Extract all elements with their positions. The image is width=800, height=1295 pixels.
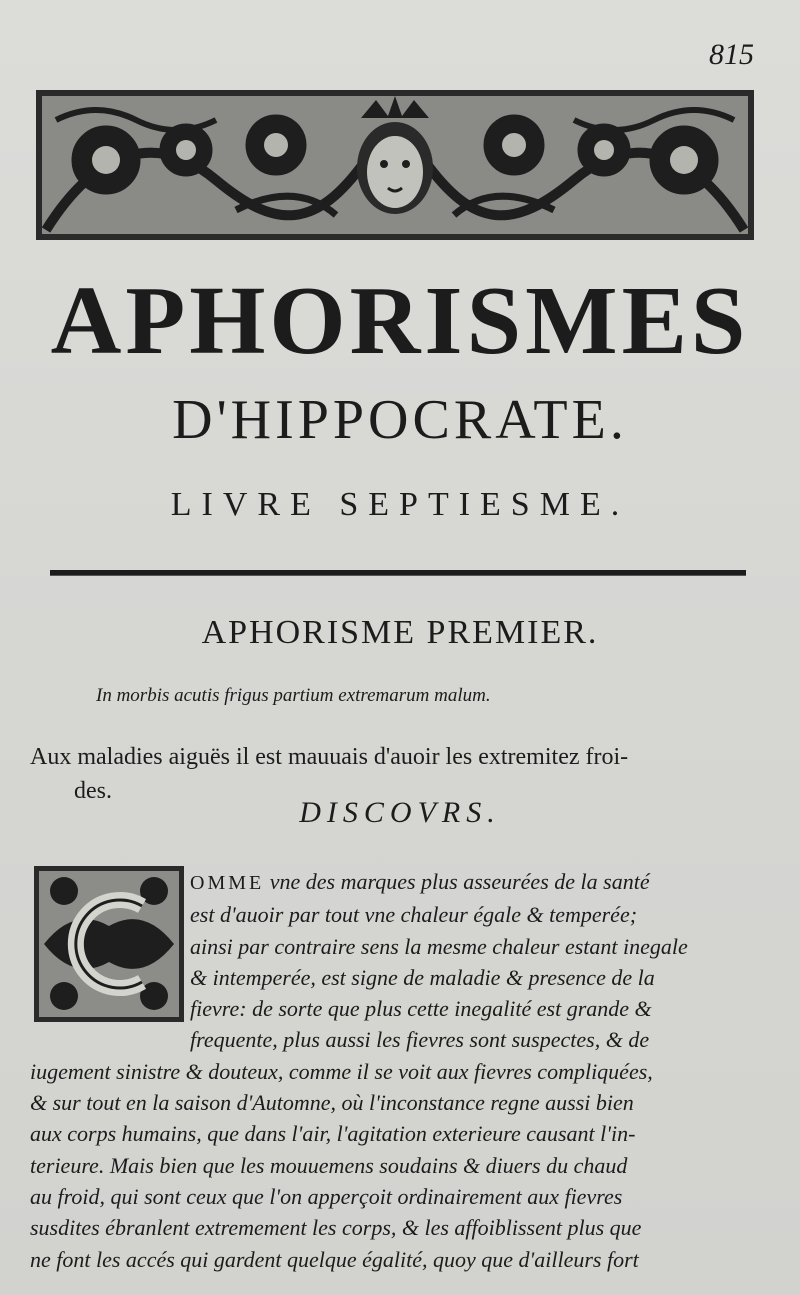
body-line: ne font les accés qui gardent quelque égalité, quoy que d'ailleurs fort <box>30 1246 639 1272</box>
body-line: OMME vne des marques plus asseurées de la santé <box>190 869 650 894</box>
body-line: & intemperée, est signe de maladie & presence de la <box>190 964 655 990</box>
title-main: APHORISMES <box>50 267 750 375</box>
body-line: iugement sinistre & douteux, comme il se voit aux fievres compliquées, <box>30 1058 653 1084</box>
lead-word: OMME <box>190 872 265 894</box>
page-number: 815 <box>709 38 754 71</box>
title-subtitle: D'HIPPOCRATE. <box>172 389 628 451</box>
french-line-2: des. <box>74 778 112 804</box>
body-line: terieure. Mais bien que les mouuemens soudains & diuers du chaud <box>30 1152 628 1178</box>
body-line: est d'auoir par tout vne chaleur égale & temperée; <box>190 902 638 928</box>
headpiece-ornament <box>36 90 754 240</box>
body-line: aux corps humains, que dans l'air, l'agitation exterieure causant l'in- <box>30 1121 636 1147</box>
horizontal-rule <box>50 570 746 576</box>
discours-heading: DISCOVRS. <box>299 796 501 829</box>
body-line: au froid, qui sont ceux que l'on apperçoit ordinairement aux fievres <box>30 1183 623 1209</box>
french-line-1: Aux maladies aiguës il est mauuais d'auoir les extremitez froi- <box>30 744 629 770</box>
aphorism-heading: APHORISME PREMIER. <box>201 614 599 651</box>
latin-aphorism: In morbis acutis frigus partium extremarum malum. <box>96 685 491 706</box>
dropcap-letter-c-icon <box>34 866 184 1022</box>
body-line: frequente, plus aussi les fievres sont suspectes, & de <box>190 1027 650 1053</box>
body-line: & sur tout en la saison d'Automne, où l'inconstance regne aussi bien <box>30 1090 634 1116</box>
body-line: ainsi par contraire sens la mesme chaleur estant inegale <box>190 933 688 959</box>
dropcap-ornament <box>34 866 184 1022</box>
foliage-mask-ornament-icon <box>36 90 754 240</box>
book-title: LIVRE SEPTIESME. <box>170 486 630 523</box>
body-line: fievre: de sorte que plus cette inegalité est grande & <box>190 996 652 1022</box>
body-line: susdites ébranlent extremement les corps, & les affoiblissent plus que <box>30 1215 642 1241</box>
